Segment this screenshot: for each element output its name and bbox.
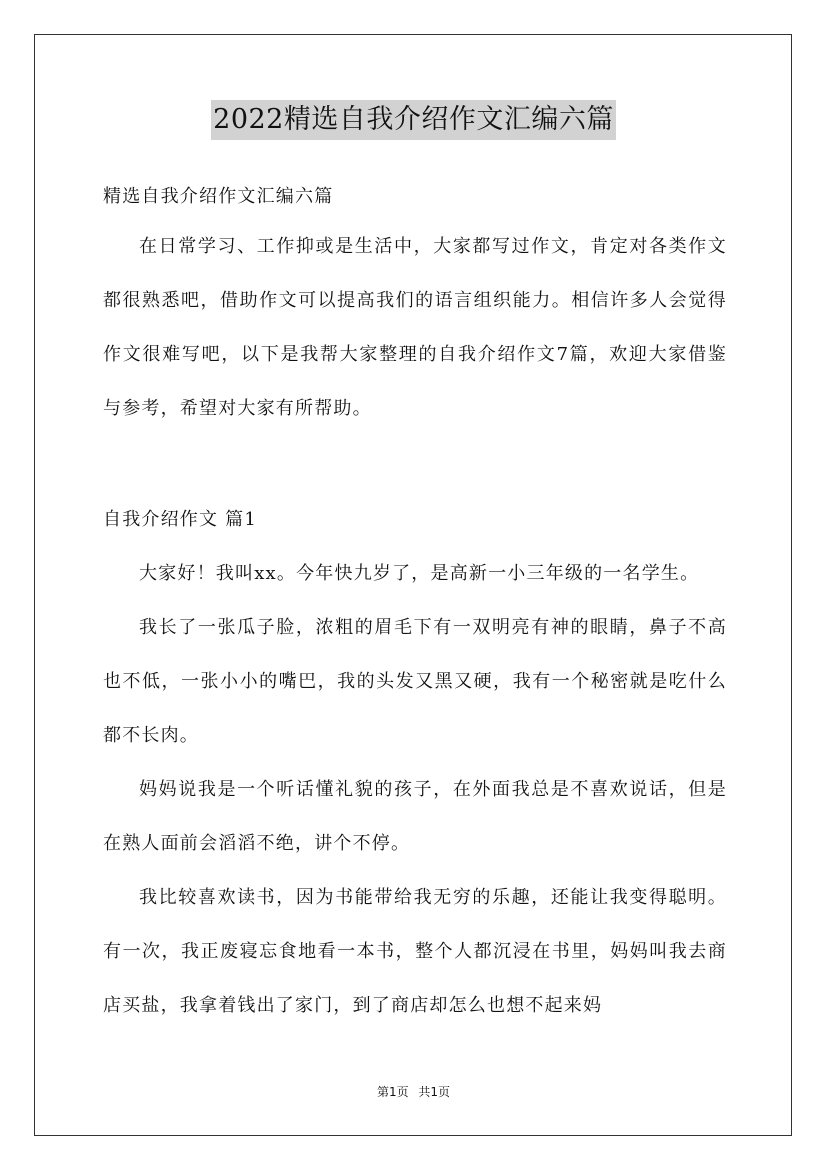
body-paragraph-4: 我比较喜欢读书，因为书能带给我无穷的乐趣，还能让我变得聪明。有一次，我正废寝忘食地看一本书，整个人都沉浸在书里，妈妈叫我去商店买盐，我拿着钱出了家门，到了商店却怎么也想不起来妈 — [103, 887, 727, 1016]
intro-paragraph: 在日常学习、工作抑或是生活中，大家都写过作文，肯定对各类作文都很熟悉吧，借助作文可以提高我们的语言组织能力。相信许多人会觉得作文很难写吧，以下是我帮大家整理的自我介绍作文7篇，欢迎大家借鉴与参考，希望对大家有所帮助。 — [103, 236, 727, 419]
section-heading: 自我介绍作文 篇1 — [103, 509, 257, 530]
title-container — [0, 100, 827, 140]
body-paragraph-3: 妈妈说我是一个听话懂礼貌的孩子，在外面我总是不喜欢说话，但是在熟人面前会滔滔不绝，讲个不停。 — [103, 779, 727, 854]
page-footer — [0, 1083, 827, 1100]
body-paragraph-1: 大家好！我叫xx。今年快九岁了，是高新一小三年级的一名学生。 — [139, 563, 700, 584]
body-paragraph-2: 我长了一张瓜子脸，浓粗的眉毛下有一双明亮有神的眼睛，鼻子不高也不低，一张小小的嘴巴，我的头发又黑又硬，我有一个秘密就是吃什么都不长肉。 — [103, 617, 727, 746]
document-subtitle: 精选自我介绍作文汇编六篇 — [103, 186, 334, 207]
page-number: 第1页 — [376, 1085, 409, 1099]
page-total: 共1页 — [418, 1085, 451, 1099]
document-title: 2022精选自我介绍作文汇编六篇 — [211, 100, 616, 140]
